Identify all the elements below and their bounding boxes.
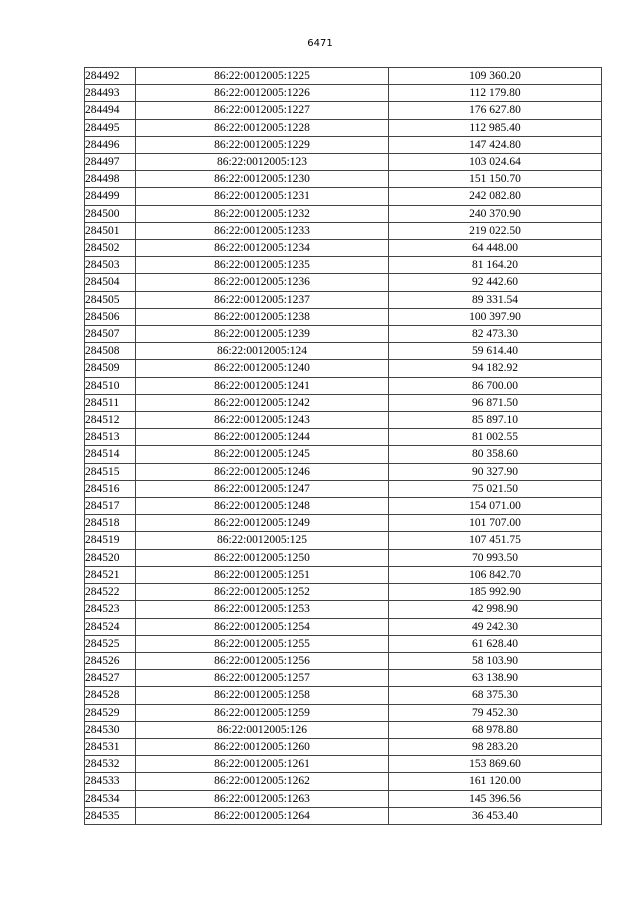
cadastral-number-cell: 86:22:0012005:1259 — [136, 704, 389, 721]
value-cell: 107 451.75 — [389, 532, 602, 549]
value-cell: 92 442.60 — [389, 274, 602, 291]
cadastral-number-cell: 86:22:0012005:1233 — [136, 222, 389, 239]
value-cell: 96 871.50 — [389, 394, 602, 411]
cadastral-number-cell: 86:22:0012005:1260 — [136, 738, 389, 755]
value-cell: 49 242.30 — [389, 618, 602, 635]
value-cell: 98 283.20 — [389, 738, 602, 755]
table-row — [85, 119, 602, 136]
table-row — [85, 704, 602, 721]
table-row — [85, 394, 602, 411]
record-id-cell: 284516 — [85, 480, 136, 497]
cadastral-number-cell: 86:22:0012005:1235 — [136, 257, 389, 274]
record-id-cell: 284502 — [85, 240, 136, 257]
table-row — [85, 326, 602, 343]
value-cell: 100 397.90 — [389, 308, 602, 325]
cadastral-number-cell: 86:22:0012005:126 — [136, 721, 389, 738]
cadastral-number-cell: 86:22:0012005:1263 — [136, 790, 389, 807]
table-row — [85, 635, 602, 652]
table-row — [85, 188, 602, 205]
cadastral-number-cell: 86:22:0012005:1261 — [136, 756, 389, 773]
cadastral-number-cell: 86:22:0012005:1227 — [136, 102, 389, 119]
value-cell: 64 448.00 — [389, 240, 602, 257]
value-cell: 185 992.90 — [389, 584, 602, 601]
value-cell: 151 150.70 — [389, 171, 602, 188]
cadastral-number-cell: 86:22:0012005:1226 — [136, 85, 389, 102]
cadastral-number-cell: 86:22:0012005:1245 — [136, 446, 389, 463]
table-row — [85, 68, 602, 85]
record-id-cell: 284533 — [85, 773, 136, 790]
cadastral-number-cell: 86:22:0012005:1250 — [136, 549, 389, 566]
value-cell: 161 120.00 — [389, 773, 602, 790]
record-id-cell: 284535 — [85, 807, 136, 824]
cadastral-number-cell: 86:22:0012005:1258 — [136, 687, 389, 704]
cadastral-number-cell: 86:22:0012005:1239 — [136, 326, 389, 343]
table-row — [85, 498, 602, 515]
table-row — [85, 343, 602, 360]
record-id-cell: 284500 — [85, 205, 136, 222]
record-id-cell: 284498 — [85, 171, 136, 188]
value-cell: 36 453.40 — [389, 807, 602, 824]
cadastral-number-cell: 86:22:0012005:1255 — [136, 635, 389, 652]
table-row — [85, 670, 602, 687]
record-id-cell: 284496 — [85, 136, 136, 153]
table-row — [85, 240, 602, 257]
table-row — [85, 790, 602, 807]
table-row — [85, 257, 602, 274]
value-cell: 147 424.80 — [389, 136, 602, 153]
value-cell: 59 614.40 — [389, 343, 602, 360]
table-row — [85, 687, 602, 704]
value-cell: 63 138.90 — [389, 670, 602, 687]
table-row — [85, 807, 602, 824]
record-id-cell: 284513 — [85, 429, 136, 446]
record-id-cell: 284527 — [85, 670, 136, 687]
record-id-cell: 284515 — [85, 463, 136, 480]
table-row — [85, 515, 602, 532]
record-id-cell: 284526 — [85, 652, 136, 669]
cadastral-number-cell: 86:22:0012005:123 — [136, 154, 389, 171]
table-row — [85, 377, 602, 394]
record-id-cell: 284521 — [85, 566, 136, 583]
page-number: 6471 — [307, 38, 333, 49]
cadastral-number-cell: 86:22:0012005:1262 — [136, 773, 389, 790]
value-cell: 240 370.90 — [389, 205, 602, 222]
record-id-cell: 284506 — [85, 308, 136, 325]
record-id-cell: 284512 — [85, 412, 136, 429]
table-row — [85, 291, 602, 308]
value-cell: 79 452.30 — [389, 704, 602, 721]
record-id-cell: 284525 — [85, 635, 136, 652]
cadastral-number-cell: 86:22:0012005:1244 — [136, 429, 389, 446]
value-cell: 145 396.56 — [389, 790, 602, 807]
cadastral-number-cell: 86:22:0012005:1225 — [136, 68, 389, 85]
table-body — [85, 68, 602, 825]
value-cell: 75 021.50 — [389, 480, 602, 497]
record-id-cell: 284504 — [85, 274, 136, 291]
cadastral-number-cell: 86:22:0012005:1237 — [136, 291, 389, 308]
value-cell: 103 024.64 — [389, 154, 602, 171]
value-cell: 242 082.80 — [389, 188, 602, 205]
value-cell: 112 179.80 — [389, 85, 602, 102]
table-row — [85, 360, 602, 377]
value-cell: 112 985.40 — [389, 119, 602, 136]
value-cell: 81 002.55 — [389, 429, 602, 446]
cadastral-number-cell: 86:22:0012005:1248 — [136, 498, 389, 515]
cadastral-number-cell: 86:22:0012005:1253 — [136, 601, 389, 618]
value-cell: 176 627.80 — [389, 102, 602, 119]
value-cell: 81 164.20 — [389, 257, 602, 274]
cadastral-number-cell: 86:22:0012005:1256 — [136, 652, 389, 669]
record-id-cell: 284492 — [85, 68, 136, 85]
value-cell: 68 978.80 — [389, 721, 602, 738]
value-cell: 80 358.60 — [389, 446, 602, 463]
cadastral-number-cell: 86:22:0012005:1230 — [136, 171, 389, 188]
table-row — [85, 566, 602, 583]
cadastral-number-cell: 86:22:0012005:1238 — [136, 308, 389, 325]
record-id-cell: 284511 — [85, 394, 136, 411]
value-cell: 90 327.90 — [389, 463, 602, 480]
value-cell: 153 869.60 — [389, 756, 602, 773]
record-id-cell: 284523 — [85, 601, 136, 618]
cadastral-number-cell: 86:22:0012005:1240 — [136, 360, 389, 377]
table-row — [85, 738, 602, 755]
table-row — [85, 601, 602, 618]
cadastral-number-cell: 86:22:0012005:1251 — [136, 566, 389, 583]
value-cell: 89 331.54 — [389, 291, 602, 308]
value-cell: 58 103.90 — [389, 652, 602, 669]
table-row — [85, 756, 602, 773]
table-row — [85, 308, 602, 325]
record-id-cell: 284495 — [85, 119, 136, 136]
value-cell: 101 707.00 — [389, 515, 602, 532]
table-row — [85, 446, 602, 463]
record-id-cell: 284507 — [85, 326, 136, 343]
table-row — [85, 274, 602, 291]
record-id-cell: 284528 — [85, 687, 136, 704]
table-row — [85, 584, 602, 601]
table-row — [85, 532, 602, 549]
record-id-cell: 284503 — [85, 257, 136, 274]
cadastral-number-cell: 86:22:0012005:1232 — [136, 205, 389, 222]
record-id-cell: 284497 — [85, 154, 136, 171]
value-cell: 82 473.30 — [389, 326, 602, 343]
table-row — [85, 85, 602, 102]
table-row — [85, 773, 602, 790]
record-id-cell: 284505 — [85, 291, 136, 308]
record-id-cell: 284534 — [85, 790, 136, 807]
cadastral-number-cell: 86:22:0012005:124 — [136, 343, 389, 360]
record-id-cell: 284508 — [85, 343, 136, 360]
cadastral-number-cell: 86:22:0012005:1254 — [136, 618, 389, 635]
cadastral-number-cell: 86:22:0012005:1234 — [136, 240, 389, 257]
cadastral-number-cell: 86:22:0012005:1228 — [136, 119, 389, 136]
cadastral-number-cell: 86:22:0012005:1242 — [136, 394, 389, 411]
record-id-cell: 284529 — [85, 704, 136, 721]
table-row — [85, 102, 602, 119]
table-row — [85, 412, 602, 429]
value-cell: 106 842.70 — [389, 566, 602, 583]
cadastral-number-cell: 86:22:0012005:1236 — [136, 274, 389, 291]
value-cell: 109 360.20 — [389, 68, 602, 85]
table-row — [85, 429, 602, 446]
record-id-cell: 284519 — [85, 532, 136, 549]
cadastral-number-cell: 86:22:0012005:1264 — [136, 807, 389, 824]
record-id-cell: 284509 — [85, 360, 136, 377]
value-cell: 85 897.10 — [389, 412, 602, 429]
table-row — [85, 618, 602, 635]
value-cell: 61 628.40 — [389, 635, 602, 652]
record-id-cell: 284518 — [85, 515, 136, 532]
record-id-cell: 284524 — [85, 618, 136, 635]
cadastral-number-cell: 86:22:0012005:1231 — [136, 188, 389, 205]
record-id-cell: 284499 — [85, 188, 136, 205]
cadastral-number-cell: 86:22:0012005:1249 — [136, 515, 389, 532]
value-cell: 42 998.90 — [389, 601, 602, 618]
table-row — [85, 652, 602, 669]
record-id-cell: 284532 — [85, 756, 136, 773]
table-row — [85, 721, 602, 738]
value-cell: 154 071.00 — [389, 498, 602, 515]
record-id-cell: 284522 — [85, 584, 136, 601]
table-row — [85, 136, 602, 153]
value-cell: 219 022.50 — [389, 222, 602, 239]
table-row — [85, 205, 602, 222]
value-cell: 86 700.00 — [389, 377, 602, 394]
table-row — [85, 171, 602, 188]
record-id-cell: 284517 — [85, 498, 136, 515]
table-row — [85, 549, 602, 566]
data-table — [84, 67, 602, 825]
value-cell: 68 375.30 — [389, 687, 602, 704]
record-id-cell: 284493 — [85, 85, 136, 102]
record-id-cell: 284530 — [85, 721, 136, 738]
record-id-cell: 284510 — [85, 377, 136, 394]
value-cell: 94 182.92 — [389, 360, 602, 377]
record-id-cell: 284514 — [85, 446, 136, 463]
record-id-cell: 284531 — [85, 738, 136, 755]
cadastral-number-cell: 86:22:0012005:1257 — [136, 670, 389, 687]
table-row — [85, 463, 602, 480]
record-id-cell: 284494 — [85, 102, 136, 119]
cadastral-number-cell: 86:22:0012005:1243 — [136, 412, 389, 429]
record-id-cell: 284520 — [85, 549, 136, 566]
table-row — [85, 154, 602, 171]
cadastral-number-cell: 86:22:0012005:1247 — [136, 480, 389, 497]
cadastral-number-cell: 86:22:0012005:1241 — [136, 377, 389, 394]
cadastral-number-cell: 86:22:0012005:1229 — [136, 136, 389, 153]
table-row — [85, 222, 602, 239]
record-id-cell: 284501 — [85, 222, 136, 239]
cadastral-number-cell: 86:22:0012005:125 — [136, 532, 389, 549]
cadastral-number-cell: 86:22:0012005:1246 — [136, 463, 389, 480]
cadastral-number-cell: 86:22:0012005:1252 — [136, 584, 389, 601]
table-row — [85, 480, 602, 497]
value-cell: 70 993.50 — [389, 549, 602, 566]
